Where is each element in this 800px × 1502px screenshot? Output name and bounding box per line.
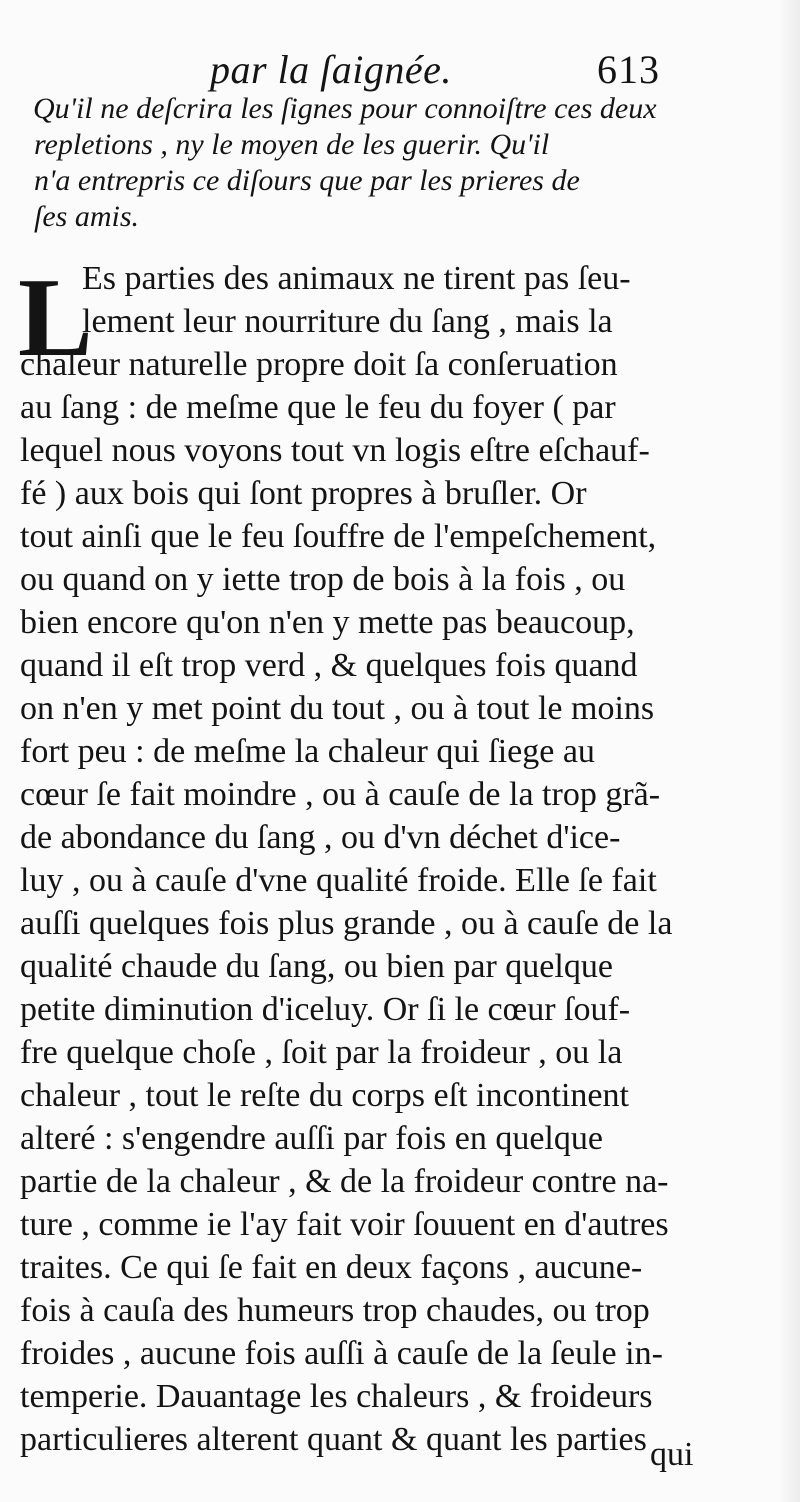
summary-line: ſes amis. [34, 200, 139, 233]
text-line: de abondance du ſang , ou d'vn déchet d'ice- [20, 819, 621, 856]
summary-line: Qu'il ne deſcrira les ſignes pour connoiſtre ces deux [33, 92, 657, 125]
text-line: auſſi quelques fois plus grande , ou à cauſe de la [20, 905, 673, 942]
text-line: cœur ſe fait moindre , ou à cauſe de la trop grã- [20, 776, 661, 813]
text-line: on n'en y met point du tout , ou à tout le moins [20, 690, 655, 727]
text-line: lequel nous voyons tout vn logis eſtre eſchauf- [20, 432, 650, 469]
text-line: petite diminution d'iceluy. Or ſi le cœur ſouf- [20, 991, 631, 1028]
text-line: ou quand on y iette trop de bois à la fois , ou [20, 561, 626, 598]
text-line: luy , ou à cauſe d'vne qualité froide. Elle ſe fait [20, 862, 657, 899]
text-line: particulieres alterent quant & quant les parties [20, 1421, 647, 1458]
text-line: qualité chaude du ſang, ou bien par quelque [20, 948, 613, 985]
text-line: fois à cauſa des humeurs trop chaudes, ou trop [20, 1292, 650, 1329]
text-line: fort peu : de meſme la chaleur qui ſiege au [20, 733, 595, 770]
text-line: bien encore qu'on n'en y mette pas beaucoup, [20, 604, 635, 641]
text-line: au ſang : de meſme que le feu du foyer ( par [20, 389, 616, 426]
summary-line: n'a entrepris ce diſours que par les prieres de [34, 164, 580, 197]
page-edge-shadow [778, 0, 800, 1502]
text-line: tout ainſi que le feu ſouffre de l'empeſchement, [20, 518, 657, 555]
drop-capital: L [18, 256, 93, 380]
text-line: traites. Ce qui ſe fait en deux façons , aucune- [20, 1249, 643, 1286]
text-line: froides , aucune fois auſſi à cauſe de la ſeule in- [20, 1335, 663, 1372]
text-line: ture , comme ie l'ay fait voir ſouuent en d'autres [20, 1206, 669, 1243]
text-line: quand il eſt trop verd , & quelques fois quand [20, 647, 638, 684]
text-line: chaleur naturelle propre doit ſa conſeruation [20, 346, 618, 383]
text-line: lement leur nourriture du ſang , mais la [82, 303, 613, 340]
text-line: chaleur , tout le reſte du corps eſt incontinent [20, 1077, 629, 1114]
text-line: temperie. Dauantage les chaleurs , & froideurs [20, 1378, 653, 1415]
running-head: par la ſaignée. [210, 47, 452, 92]
text-line: fé ) aux bois qui ſont propres à bruſler. Or [20, 475, 587, 512]
text-line: partie de la chaleur , & de la froideur contre na- [20, 1163, 669, 1200]
text-line: alteré : s'engendre auſſi par fois en quelque [20, 1120, 603, 1157]
page-number: 613 [597, 47, 660, 92]
text-line: Es parties des animaux ne tirent pas ſeu- [82, 260, 631, 297]
summary-line: repletions , ny le moyen de les guerir. Qu'il [34, 128, 550, 161]
catchword: qui [650, 1436, 694, 1473]
text-line: fre quelque choſe , ſoit par la froideur , ou la [20, 1034, 623, 1071]
